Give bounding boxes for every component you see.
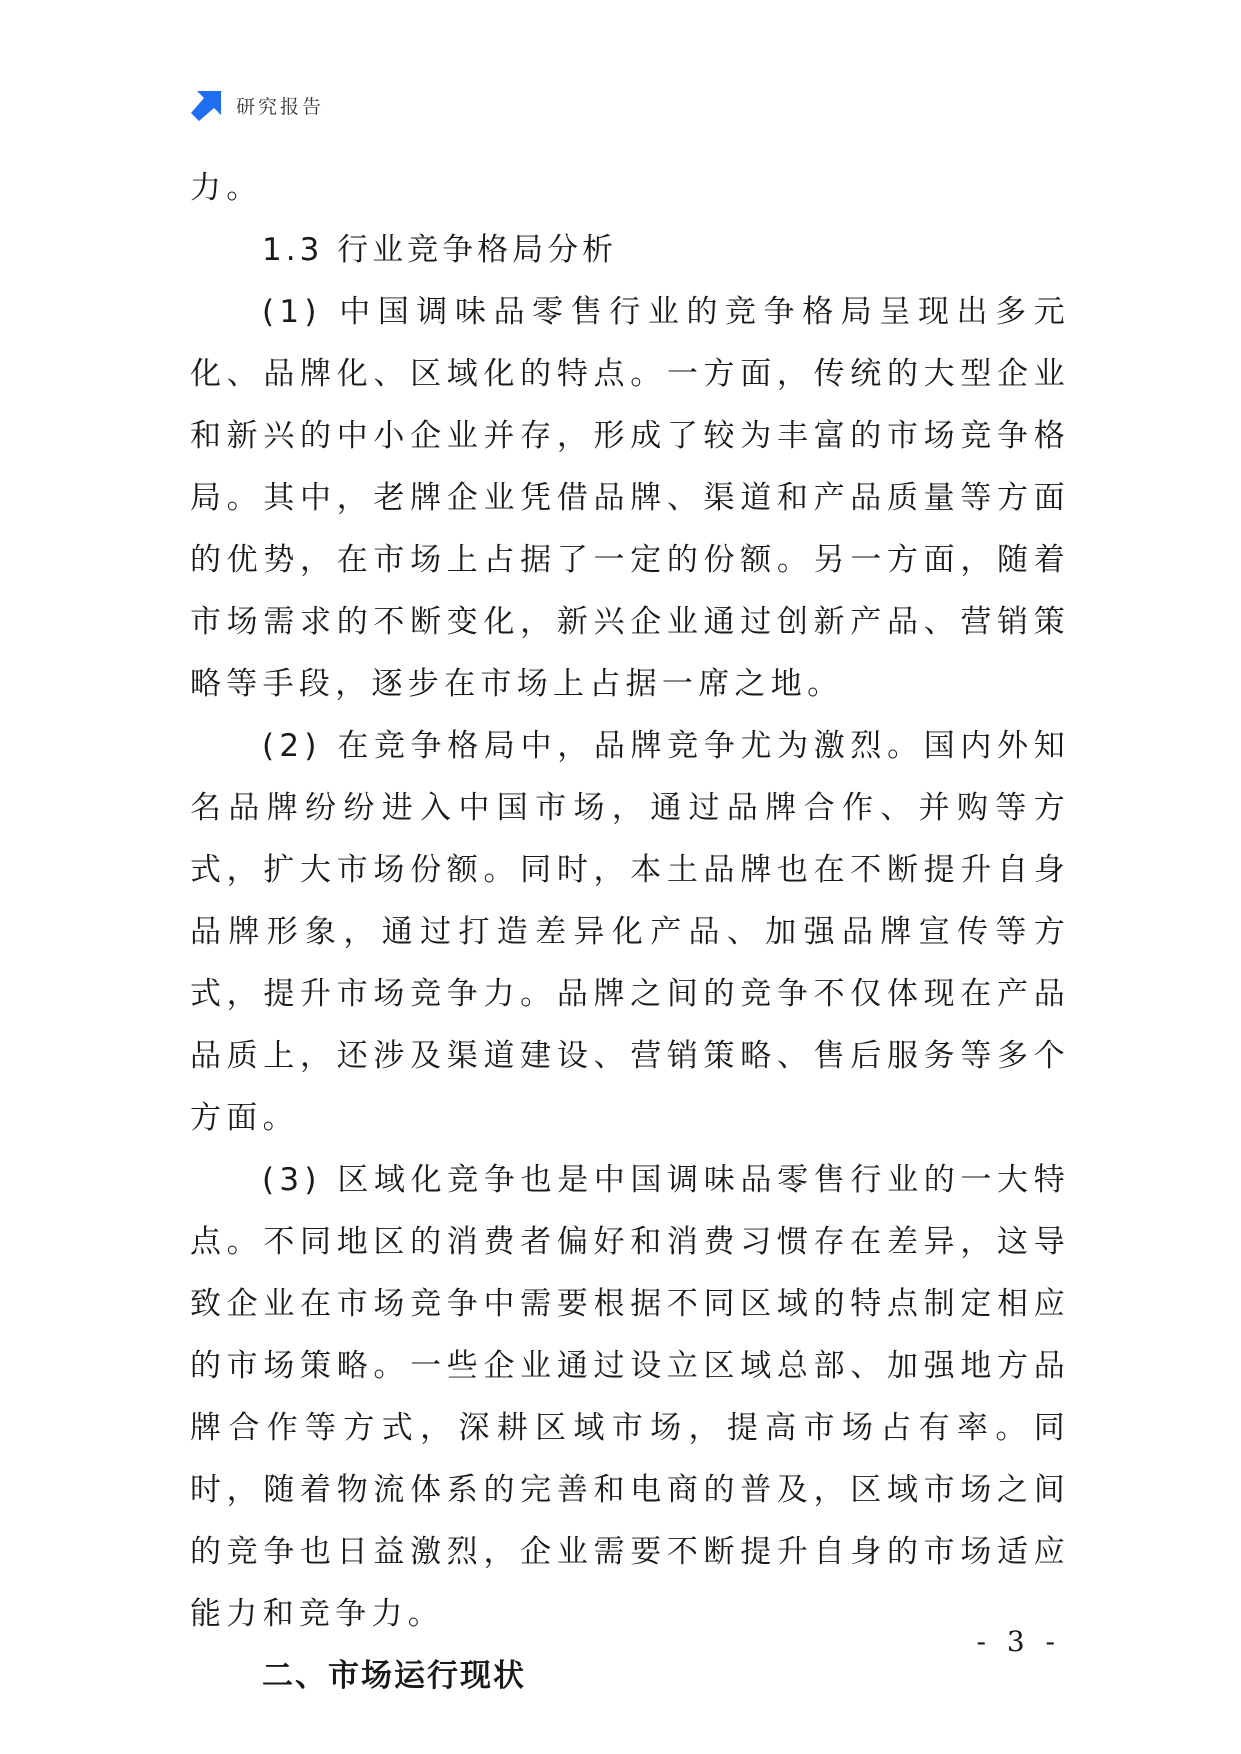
carry-over-text: 力。: [190, 170, 263, 206]
section-heading: 1.3 行业竞争格局分析: [262, 232, 618, 268]
document-body: [190, 157, 1070, 1707]
paragraph-3: (3) 区域化竞争也是中国调味品零售行业的一大特点。不同地区的消费者偏好和消费习惯存在差异，这导致企业在市场竞争中需要根据不同区域的特点制定相应的市场策略。一些企业通过设立区域总部、加强地方品牌合作等方式，深耕区域市场，提高市场占有率。同时，随着物流体系的完善和电商的普及，区域市场之间的竞争也日益激烈，企业需要不断提升自身的市场适应能力和竞争力。: [190, 1162, 1070, 1632]
header-title: 研究报告: [236, 95, 325, 118]
arrow-up-right-logo-icon: [190, 88, 224, 122]
page-number: - 3 -: [976, 1625, 1061, 1658]
paragraph-1: (1) 中国调味品零售行业的竞争格局呈现出多元化、品牌化、区域化的特点。一方面，传统的大型企业和新兴的中小企业并存，形成了较为丰富的市场竞争格局。其中，老牌企业凭借品牌、渠道和产品质量等方面的优势，在市场上占据了一定的份额。另一方面，随着市场需求的不断变化，新兴企业通过创新产品、营销策略等手段，逐步在市场上占据一席之地。: [190, 294, 1070, 702]
paragraph-2: (2) 在竞争格局中，品牌竞争尤为激烈。国内外知名品牌纷纷进入中国市场，通过品牌合作、并购等方式，扩大市场份额。同时，本土品牌也在不断提升自身品牌形象，通过打造差异化产品、加强品牌宣传等方式，提升市场竞争力。品牌之间的竞争不仅体现在产品品质上，还涉及渠道建设、营销策略、售后服务等多个方面。: [190, 728, 1070, 1136]
chapter-heading: 二、市场运行现状: [262, 1658, 526, 1694]
report-header: [190, 88, 324, 122]
